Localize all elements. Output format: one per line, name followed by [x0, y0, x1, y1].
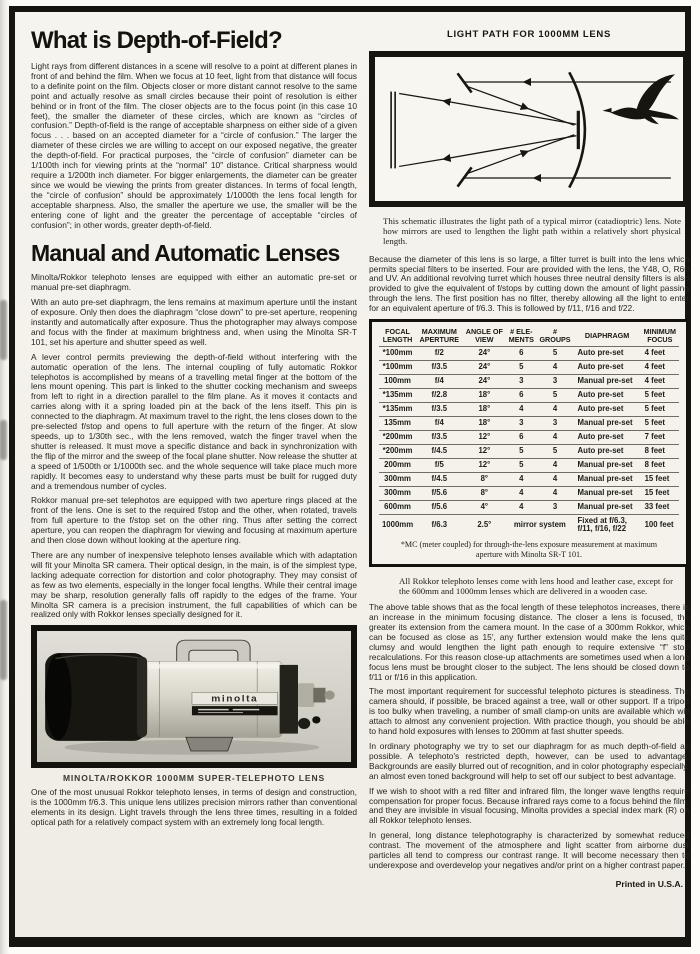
table-cell: 5	[506, 444, 536, 458]
paragraph: There are any number of inexpensive telephoto lenses available which with adaptation will fit your Minolta SR camera. Their optical design, in the main, is of the simplest type, lacking adequate correction for distortion and color photography. They may consist of as few as two elements, especially in the longer focal lengths. While their central image may be sharp, resolution generally falls off rapidly to the edges of the frame. Your Minolta SR camera is a precision instrument, the full capabilities of which can be realized only with Rokkor lenses specially designed for it.	[31, 549, 357, 620]
table-row	[379, 361, 679, 375]
table-cell: 4	[537, 486, 574, 500]
table-cell: 3	[537, 374, 574, 388]
scan-smudge	[0, 600, 7, 680]
table-cell: 5	[506, 361, 536, 375]
table-cell: 18°	[462, 402, 506, 416]
table-cell: f/5	[416, 458, 462, 472]
table-cell: 6	[506, 388, 536, 402]
table-cell: 600mm	[379, 500, 416, 514]
paragraph: One of the most unusual Rokkor telephoto lenses, in terms of design and construction, is the 1000mm f/6.3. This unique lens utilizes precision mirrors rather than conventional elements in its design. Light travels through the lens three times, resulting in a folded optical path for a relatively compact system with an extremely long focal length.	[31, 787, 357, 828]
table-cell: 8°	[462, 486, 506, 500]
paragraph: The most important requirement for successful telephoto pictures is steadiness. The camera should, if possible, be braced against a tree, wall or other support. If a tripod is too bulky when traveling, a number of small clamp-on units are available which will attach to almost any convenient projection. With practice though, you should be able to hand hold exposures with lenses to 200mm at fast shutter speeds.	[369, 686, 689, 737]
table-cell: f/4	[416, 416, 462, 430]
light-ray	[399, 136, 576, 167]
section-title-manual-automatic-lenses: Manual and Automatic Lenses	[31, 240, 340, 267]
table-cell: Fixed at f/6.3, f/11, f/16, f/22	[574, 514, 641, 536]
left-column	[31, 18, 357, 933]
table-cell: 8 feet	[641, 444, 679, 458]
table-row	[379, 430, 679, 444]
table-cell: 4°	[462, 500, 506, 514]
table-cell: f/5.6	[416, 500, 462, 514]
table-cell: 3	[506, 374, 536, 388]
table-cell: 18°	[462, 416, 506, 430]
light-path-diagram	[369, 51, 689, 207]
table-cell: 4 feet	[641, 361, 679, 375]
minolta-logo: minolta	[211, 694, 259, 705]
table-cell: 7 feet	[641, 430, 679, 444]
page-content	[15, 12, 689, 937]
table-cell: f/3.5	[416, 361, 462, 375]
table-cell: 4 feet	[641, 374, 679, 388]
table-cell: f/3.5	[416, 402, 462, 416]
table-cell: Manual pre-set	[574, 500, 641, 514]
table-cell: 8 feet	[641, 458, 679, 472]
table-cell: *100mm	[379, 347, 416, 361]
table-cell: f/3.5	[416, 430, 462, 444]
paragraph: Light rays from different distances in a scene will resolve to a point at different planes in front of and behind the film. When we focus at 10 feet, light from that distance will focus to a definite point on the film. Objects closer or more distant cannot resolve to the same point and actually resolve as small circles because their point of resolution is either behind or in front of the film. The closer objects are to the focus point (in this case 10 feet), the smaller the diameter of these circles, which are known as “circles of confusion.” Depth-of-field is the range of acceptable sharpness on either side of a given focus . . . based on an accepted diameter for a “circle of confusion.” The larger the diameter of these circles we are willing to accept on our exposed negative, the greater the depth-of-field. For practical purposes, the “circle of confusion” diameter can be 1/100th inch for viewing prints at the “normal” 10″ distance. Critical sharpness would require a 1/200th inch diameter. For bigger enlargements, the diameter can be greater since we would be viewing the prints from greater distances. In terms of focal length, the “circle of confusion” should be approximately 1/1000th the lens focal length for acceptable sharpness. Also, the smaller the aperture we use, the smaller will be the entering cone of light and the greater the percentage of acceptable “circles of confusion”; in other words, greater depth-of-field.	[31, 61, 357, 230]
paragraph: The above table shows that as the focal length of these telephotos increases, there is an increase in the minimum focusing distance. The closer a lens is focused, the greater its extension from the camera mount. In the case of a 300mm Rokkor, which can be focused as close as 15′, any further extension would make the lens quite clumsy and would lengthen the light path enough to require extensive “f” stop recalculations. For this reason close-up attachments are sometimes used when a long focus lens must be brought closer to the subject. The lens should be closed down to f/11 or f/16 in this application.	[369, 602, 689, 682]
table-cell: 4	[506, 472, 536, 486]
table-cell: 24°	[462, 361, 506, 375]
table-cell: *135mm	[379, 402, 416, 416]
table-cell: *100mm	[379, 361, 416, 375]
table-cell: 200mm	[379, 458, 416, 472]
table-cell: 5 feet	[641, 402, 679, 416]
table-cell: 5	[537, 388, 574, 402]
table-cell: 4	[537, 430, 574, 444]
spec-table-head-row	[379, 325, 679, 347]
table-cell: 4	[506, 500, 536, 514]
table-cell: 4 feet	[641, 347, 679, 361]
light-ray	[466, 86, 575, 125]
table-cell: Auto pre-set	[574, 444, 641, 458]
column-header: ANGLE OF VIEW	[465, 327, 503, 345]
table-cell: 24°	[462, 347, 506, 361]
paragraph: Rokkor manual pre-set telephotos are equipped with two aperture rings placed at the front of the lens. One is set to the required f/stop and the other, when rotated, travels from full aperture to the f/stop set on the other ring. Thus after setting the correct aperture, you can reopen the diaphragm for viewing and focusing at maximum aperture and then close down without looking at the aperture ring.	[31, 495, 357, 546]
table-cell: Manual pre-set	[574, 374, 641, 388]
table-cell: *200mm	[379, 430, 416, 444]
paragraph: With an auto pre-set diaphragm, the lens remains at maximum aperture until the instant of exposure. Only then does the diaphragm “close down” to pre-set aperture, reopening instantly and automatically after exposure. Thus the photographer may always compose and focus with the finder at maximum brightness and, when using the Minolta SR-T 101, set his aperture and shutter speed as well.	[31, 297, 357, 347]
table-cell: 4	[537, 402, 574, 416]
printed-in-usa-note: Printed in U.S.A.	[615, 878, 683, 889]
light-ray	[466, 135, 575, 174]
table-cell: 100 feet	[641, 514, 679, 536]
paragraph: Because the diameter of this lens is so large, a filter turret is built into the lens which permits special filters to be inserted. Four are provided with the lens, the Y48, O, R60 and UV. An additional revolving turret which houses three neutral density filters is also provided to give the equivalent of f/stops by cutting down the amount of light passing through the lens. The first position has no filter, thereby allowing all the light to enter for an equivalent aperture of f/6.3. This is followed by f/11, f/16 and f/22.	[369, 253, 689, 314]
paragraph: Minolta/Rokkor telephoto lenses are equipped with either an automatic pre-set or manual pre-set diaphragm.	[31, 272, 357, 293]
table-cell: 4	[537, 361, 574, 375]
column-header: MAXIMUM APERTURE	[419, 327, 460, 345]
film-plane	[391, 92, 395, 169]
table-cell: 4	[506, 486, 536, 500]
table-cell: Manual pre-set	[574, 486, 641, 500]
column-header: FOCAL LENGTH	[382, 327, 413, 345]
table-cell: 3	[506, 416, 536, 430]
table-cell: Auto pre-set	[574, 361, 641, 375]
table-row	[379, 486, 679, 500]
table-cell: Auto pre-set	[574, 402, 641, 416]
table-cell: Manual pre-set	[574, 458, 641, 472]
table-cell: 5 feet	[641, 416, 679, 430]
diagram-caption: This schematic illustrates the light path of a typical mirror (catadioptric) lens. Note how mirrors are used to lengthen the light path within a relatively short physical length.	[383, 216, 681, 247]
table-row	[379, 444, 679, 458]
table-cell: 1000mm	[379, 514, 416, 536]
page-border-frame	[9, 6, 691, 947]
table-cell: Manual pre-set	[574, 472, 641, 486]
table-row	[379, 500, 679, 514]
lens-photo-illustration	[37, 631, 351, 762]
table-cell: f/4.5	[416, 472, 462, 486]
table-cell: Auto pre-set	[574, 347, 641, 361]
table-cell: 3	[537, 500, 574, 514]
table-cell: 12°	[462, 444, 506, 458]
table-row	[379, 347, 679, 361]
table-cell: 2.5°	[462, 514, 506, 536]
table-cell: f/4	[416, 374, 462, 388]
column-header: DIAPHRAGM	[584, 331, 630, 341]
table-cell: 300mm	[379, 486, 416, 500]
column-header: # ELE- MENTS	[508, 327, 534, 345]
table-cell: f/4.5	[416, 444, 462, 458]
lens-photo	[31, 625, 357, 768]
table-footnote: *MC (meter coupled) for through-the-lens exposure measurement at maximum aperture with Minolta SR-T 101.	[400, 540, 658, 559]
table-row	[379, 472, 679, 486]
table-cell: 100mm	[379, 374, 416, 388]
table-cell: Auto pre-set	[574, 430, 641, 444]
table-cell: 5	[537, 444, 574, 458]
table-cell: 18°	[462, 388, 506, 402]
table-row	[379, 374, 679, 388]
table-cell: 135mm	[379, 416, 416, 430]
table-cell: 33 feet	[641, 500, 679, 514]
table-cell: Auto pre-set	[574, 388, 641, 402]
table-cell: 15 feet	[641, 472, 679, 486]
deflector-mirror-top	[458, 73, 472, 92]
table-cell: 12°	[462, 458, 506, 472]
diagram-title: LIGHT PATH FOR 1000MM LENS	[446, 29, 612, 40]
table-cell: mirror system	[506, 514, 573, 536]
table-cell: 300mm	[379, 472, 416, 486]
table-row	[379, 514, 679, 536]
scan-smudge	[0, 420, 7, 460]
photo-caption: MINOLTA/ROKKOR 1000MM SUPER-TELEPHOTO LENS	[62, 773, 326, 784]
lens-spec-table	[369, 319, 689, 567]
deflector-mirror-bottom	[458, 167, 472, 186]
paragraph: In ordinary photography we try to set our diaphragm for as much depth-of-field as possible. A telephoto's restricted depth, however, can be used to advantage. Backgrounds are easily blurred out of recognition, and in color photography especially, an almost even toned background will help to set off our subject to best advantage.	[369, 741, 689, 781]
table-cell: 5	[506, 458, 536, 472]
light-path-schematic	[375, 57, 683, 201]
table-row	[379, 458, 679, 472]
table-cell: 6	[506, 347, 536, 361]
table-cell: f/2.8	[416, 388, 462, 402]
table-cell: f/2	[416, 347, 462, 361]
table-cell: *200mm	[379, 444, 416, 458]
table-cell: 15 feet	[641, 486, 679, 500]
paragraph: If we wish to shoot with a red filter and infrared film, the longer wave lengths require compensation for proper focus. Because infrared rays come to a focus behind the film, and they are invisible in visual focusing, Minolta provides a special index mark (R) on all Rokkor telephoto lenses.	[369, 785, 689, 826]
table-cell: f/6.3	[416, 514, 462, 536]
table-row	[379, 402, 679, 416]
light-ray	[399, 93, 576, 124]
scan-smudge	[0, 300, 7, 360]
table-cell: 24°	[462, 374, 506, 388]
lens-foot	[186, 738, 233, 752]
table-cell: 12°	[462, 430, 506, 444]
paragraph: In general, long distance telephotography is characterized by somewhat reduced contrast. The movement of the atmosphere and light scatter from airborne dust particles all tend to compress our contrast range. It will become necessary then to underexpose and overdevelop your negatives and/or print on a higher contrast paper.	[369, 830, 689, 870]
table-cell: 5	[537, 347, 574, 361]
lens-case-note: All Rokkor telephoto lenses come with lens hood and leather case, except for the 600mm and 1000mm lenses which are delivered in a wooden case.	[399, 575, 673, 597]
table-row	[379, 388, 679, 402]
table-cell: 3	[537, 416, 574, 430]
table-cell: f/5.6	[416, 486, 462, 500]
section-title-depth-of-field: What is Depth-of-Field?	[31, 27, 282, 54]
table-cell: 6	[506, 430, 536, 444]
table-cell: 4	[537, 472, 574, 486]
table-cell: 4	[537, 458, 574, 472]
table-cell: 4	[506, 402, 536, 416]
table-cell: 8°	[462, 472, 506, 486]
table-cell: 5 feet	[641, 388, 679, 402]
column-header: MINIMUM FOCUS	[643, 327, 676, 345]
table-cell: *135mm	[379, 388, 416, 402]
table-row	[379, 416, 679, 430]
table-cell: Manual pre-set	[574, 416, 641, 430]
right-column	[369, 18, 689, 933]
paragraph: A lever control permits previewing the depth-of-field without interfering with the automatic operation of the lens. The internal coupling of fully automatic Rokkor telephotos is accomplished by means of a travelling metal finger at the bottom of the lens mount opening. This part is linked to the shutter cocking mechanism and sweeps from left to right in a direction parallel to the film plane. As it moves it contacts and carries along with it a spring loaded pin at the back of the lens itself. This pin is connected to the diaphragm. At maximum travel to the right, the lens closes down to the pre-selected f/stop and opens to full aperture with the return of the finger. At slow speeds, up to 1/30th sec., with the lens removed, watch the finger travel when the shutter is released. It must move a specific distance and back in synchronization with the flip of the mirror and the sweep of the focal plane shutter. Now release the shutter at a speed of 1/500th or 1/1000th sec. and the whole sequence will take place much more rapidly. It becomes easy to understand why these parts must be built for rugged duty and a tremendous number of cycles.	[31, 351, 357, 491]
column-header: # GROUPS	[539, 327, 571, 345]
